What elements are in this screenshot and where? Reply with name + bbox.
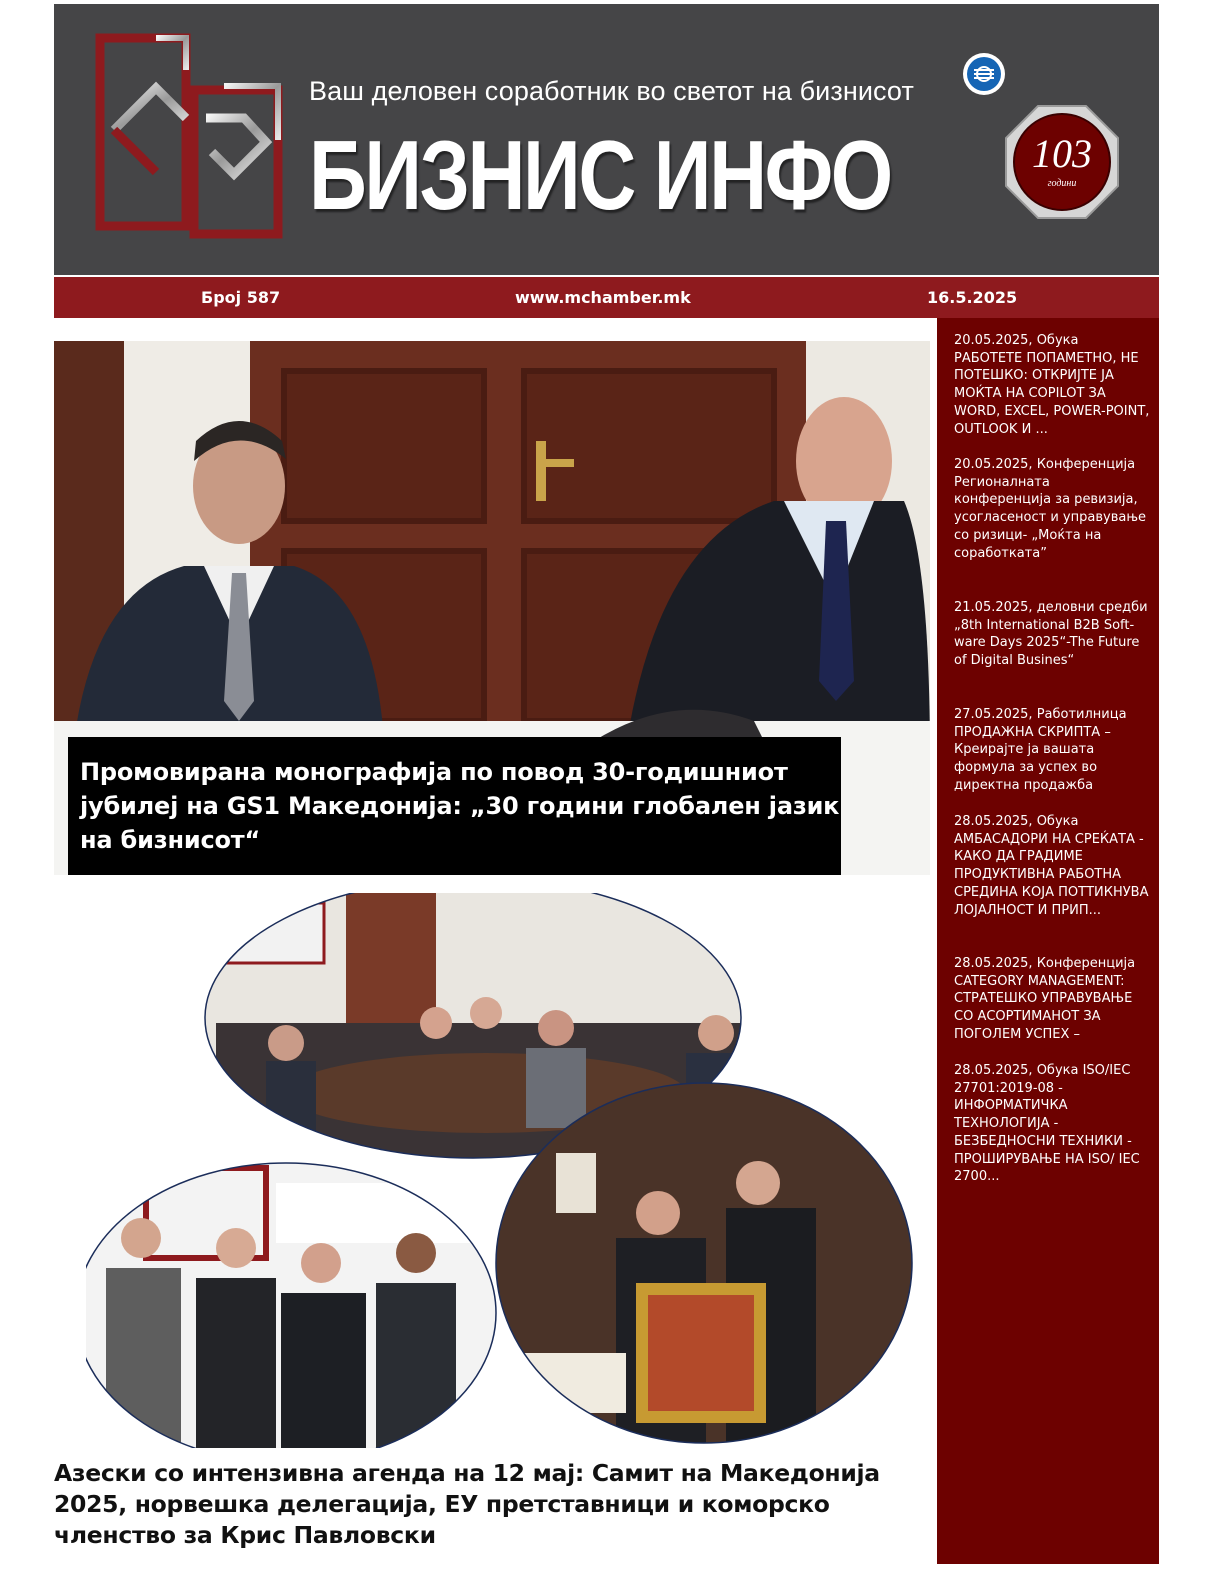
- main-story-headline[interactable]: Промовирана монографија по повод 30-годишниот јубилеј на GS1 Македонија: „30 години глобален јазик на бизнисот“: [80, 758, 840, 854]
- main-headline-box: [68, 737, 841, 875]
- event-item[interactable]: 21.05.2025, деловни средби „8th International B2B Soft-ware Days 2025“-The Future of Digital Busines“: [954, 600, 1148, 669]
- chamber-logo-icon: [94, 30, 286, 240]
- collage-photos-icon: [86, 893, 916, 1448]
- event-item[interactable]: 28.05.2025, Обука ISO/IEC 27701:2019-08 - ИНФОРМАТИЧКА ТЕХНОЛОГИЈА - БЕЗБЕДНОСНИ ТЕХНИКИ - ПРОШИРУВАЊЕ НА ISO/ IEC 2700...: [954, 1063, 1140, 1185]
- event-item[interactable]: 28.05.2025, Обука АМБАСАДОРИ НА СРЕЌАТА - КАКО ДА ГРАДИМЕ ПРОДУКТИВНА РАБОТНА СРЕДИНА КОЈА ПОТТИКНУВА ЛОЈАЛНОСТ И ПРИП...: [954, 814, 1149, 918]
- issue-info-bar: [54, 277, 1159, 318]
- event-item[interactable]: 27.05.2025, Работилница ПРОДАЖНА СКРИПТА – Креирајте ја вашата формула за успех во директна продажба: [954, 707, 1127, 793]
- event-item[interactable]: 28.05.2025, Конференција CATEGORY MANAGEMENT: СТРАТЕШКО УПРАВУВАЊЕ СО АСОРТИМАНОТ ЗА ПОГОЛЕМ УСПЕХ –: [954, 956, 1136, 1042]
- chamber-seal-icon: [962, 52, 1006, 96]
- issue-date: 16.5.2025: [927, 288, 1018, 307]
- event-item[interactable]: 20.05.2025, Конференција Регионалната конференција за ревизија, усогласеност и управување со ризици- „Моќта на соработката”: [954, 457, 1147, 561]
- events-sidebar: [937, 318, 1159, 1564]
- tagline: Ваш деловен соработник во светот на бизнисот: [309, 76, 914, 106]
- event-item[interactable]: 20.05.2025, Обука РАБОТЕТЕ ПОПАМЕТНО, НЕ ПОТЕШКО: ОТКРИЈТЕ ЈА МОЌТА НА COPILOT ЗА WORD, EXCEL, POWER-POINT, OUTLOOK И ...: [954, 333, 1150, 437]
- anniversary-badge: [1004, 104, 1120, 220]
- publication-title: БИЗНИС ИНФО: [309, 120, 891, 230]
- story-photo-collage[interactable]: [86, 893, 916, 1448]
- second-story-headline[interactable]: Азески со интензивна агенда на 12 мај: Самит на Македонија 2025, норвешка делегација, ЕУ претставници и коморско членство за Крис Павловски: [54, 1459, 880, 1549]
- badge-subtitle: години: [1047, 178, 1077, 189]
- badge-number: 103: [1032, 131, 1092, 176]
- masthead-header: [54, 4, 1159, 275]
- issue-number: Број 587: [201, 288, 281, 307]
- website-link[interactable]: www.mchamber.mk: [515, 288, 691, 307]
